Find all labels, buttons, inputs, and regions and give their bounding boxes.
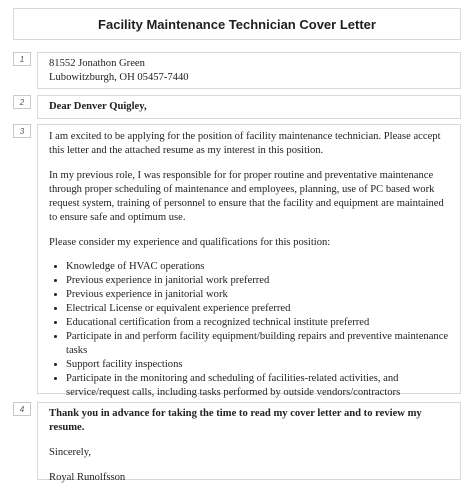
list-item: • Electrical License or equivalent experience preferred bbox=[66, 302, 449, 316]
section-number-badge: 1 bbox=[13, 52, 31, 66]
greeting-text: Dear Denver Quigley, bbox=[49, 101, 147, 112]
address-line-1: 81552 Jonathon Green bbox=[49, 58, 145, 69]
body-box bbox=[37, 124, 461, 398]
body-paragraph-1: I am excited to be applying for the position of facility maintenance technician. Please accept this letter and the attached resume as my interest in this position. bbox=[49, 131, 441, 156]
closing-box bbox=[37, 402, 461, 483]
document-title: Facility Maintenance Technician Cover Letter bbox=[98, 16, 376, 32]
section-number-badge: 4 bbox=[13, 402, 31, 416]
signoff-text: Sincerely, bbox=[49, 447, 91, 458]
list-item: • Educational certification from a recognized technical institute preferred bbox=[66, 316, 449, 330]
greeting-box bbox=[37, 95, 461, 119]
signature-name: Royal Runolfsson bbox=[49, 472, 126, 483]
list-item: • Previous experience in janitorial work bbox=[66, 288, 449, 302]
closing-paragraph: Thank you in advance for taking the time to read my cover letter and to review my resume. bbox=[49, 408, 422, 433]
section-number-badge: 2 bbox=[13, 95, 31, 109]
address-box bbox=[37, 52, 461, 89]
body-paragraph-2: In my previous role, I was responsible for for proper routine and preventative maintenance through proper scheduling of maintenance and employees, planning, use of PC based work request system, training of personnel to ensure that the facility and equipment are maintained to ensure safe and optimum use. bbox=[49, 170, 444, 223]
body-paragraph-3: Please consider my experience and qualifications for this position: bbox=[49, 237, 331, 248]
address-line-2: Lubowitzburgh, OH 05457-7440 bbox=[49, 72, 189, 83]
list-item: • Support facility inspections bbox=[66, 358, 449, 372]
document-title-bar bbox=[13, 8, 461, 40]
list-item: • Previous experience in janitorial work preferred bbox=[66, 274, 449, 288]
list-item: • Knowledge of HVAC operations bbox=[66, 260, 449, 274]
list-item: • Participate in the monitoring and scheduling of facilities-related activities, and service/request calls, including tasks performed by outside vendors/contractors bbox=[66, 372, 449, 400]
section-number-badge: 3 bbox=[13, 124, 31, 138]
list-item: • Participate in and perform facility equipment/building repairs and preventive maintenance tasks bbox=[66, 330, 449, 358]
qualifications-list bbox=[49, 260, 449, 400]
